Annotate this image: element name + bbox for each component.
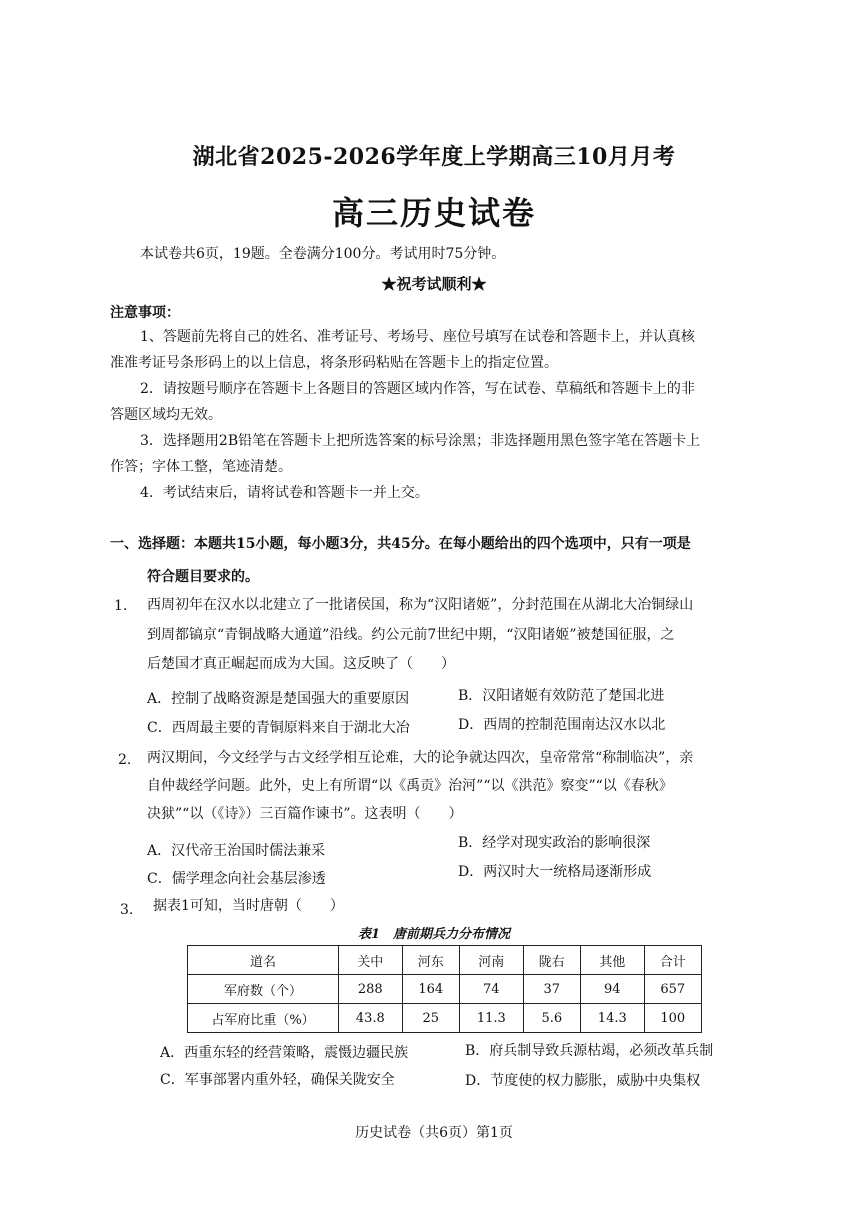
table-cell: 164	[402, 975, 459, 1004]
option-b: B．府兵制导致兵源枯竭，必须改革兵制	[465, 1043, 714, 1059]
table-cell: 288	[339, 975, 403, 1004]
table-header-cell: 道名	[188, 946, 339, 975]
question-stem: 后楚国才真正崛起而成为大国。这反映了（ ）	[147, 656, 455, 672]
table-header-cell: 其他	[580, 946, 644, 975]
table-cell: 占军府比重（%）	[188, 1004, 339, 1033]
table-header-cell: 河东	[402, 946, 459, 975]
section-heading-cont: 符合题目要求的。	[147, 569, 259, 585]
notice-item: 答题区域均无效。	[110, 407, 222, 423]
table-cell: 5.6	[523, 1004, 580, 1033]
question-stem: 到周都镐京“青铜战略大通道”沿线。约公元前7世纪中期，“汉阳诸姬”被楚国征服，之	[147, 627, 675, 643]
table-cell: 100	[644, 1004, 701, 1033]
question-number: 2.	[118, 752, 132, 768]
question-stem: 西周初年在汉水以北建立了一批诸侯国，称为“汉阳诸姬”，分封范围在从湖北大冶铜绿山	[147, 597, 694, 613]
exam-intro: 本试卷共6页，19题。全卷满分100分。考试用时75分钟。	[140, 246, 506, 262]
option-d: D．西周的控制范围南达汉水以北	[458, 717, 666, 733]
option-c: C．军事部署内重外轻，确保关陇安全	[160, 1072, 395, 1088]
table-cell: 43.8	[339, 1004, 403, 1033]
question-number: 3.	[120, 902, 134, 918]
table-header-cell: 河南	[459, 946, 523, 975]
table-cell: 74	[459, 975, 523, 1004]
notice-item: 2．请按题号顺序在答题卡上各题目的答题区域内作答，写在试卷、草稿纸和答题卡上的非	[140, 381, 695, 397]
table-header-cell: 关中	[339, 946, 403, 975]
notice-item: 1、答题前先将自己的姓名、准考证号、考场号、座位号填写在试卷和答题卡上，并认真核	[140, 329, 695, 345]
table-cell: 94	[580, 975, 644, 1004]
table-cell: 25	[402, 1004, 459, 1033]
page-footer: 历史试卷（共6页）第1页	[355, 1125, 513, 1141]
notice-item: 作答；字体工整，笔迹清楚。	[110, 459, 292, 475]
option-c: C．儒学理念向社会基层渗透	[147, 871, 326, 887]
table-cell: 37	[523, 975, 580, 1004]
paper-title: 高三历史试卷	[331, 194, 536, 232]
notice-title: 注意事项：	[110, 305, 180, 321]
option-d: D．节度使的权力膨胀，威胁中央集权	[465, 1073, 701, 1089]
table-header-cell: 陇右	[523, 946, 580, 975]
table-row	[188, 1004, 702, 1033]
notice-item: 3．选择题用2B铅笔在答题卡上把所选答案的标号涂黑；非选择题用黑色签字笔在答题卡上	[140, 433, 701, 449]
table-row	[188, 975, 702, 1004]
option-d: D．两汉时大一统格局逐渐形成	[458, 864, 652, 880]
question-stem: 决狱”“以（《诗》）三百篇作谏书”。这表明（ ）	[147, 806, 463, 822]
question-stem: 两汉期间，今文经学与古文经学相互论难，大的论争就达四次，皇帝常常“称制临决”，亲	[147, 750, 694, 766]
table-cell: 657	[644, 975, 701, 1004]
option-c: C．西周最主要的青铜原料来自于湖北大冶	[147, 720, 410, 736]
option-a: A．汉代帝王治国时儒法兼采	[147, 843, 326, 859]
troop-distribution-table	[187, 945, 702, 1033]
option-b: B．经学对现实政治的影响很深	[458, 835, 651, 851]
table-caption: 表1 唐前期兵力分布情况	[357, 927, 511, 942]
option-b: B．汉阳诸姬有效防范了楚国北进	[458, 688, 665, 704]
table-cell: 14.3	[580, 1004, 644, 1033]
table-header-cell: 合计	[644, 946, 701, 975]
option-a: A．西重东轻的经营策略，震慑边疆民族	[160, 1045, 409, 1061]
table-cell: 军府数（个）	[188, 975, 339, 1004]
good-luck-banner: ★祝考试顺利★	[381, 275, 487, 293]
question-stem: 自仲裁经学问题。此外，史上有所谓“以《禹贡》治河”“以《洪范》察变”“以《春秋》	[147, 778, 673, 794]
section-heading: 一、选择题：本题共15小题，每小题3分，共45分。在每小题给出的四个选项中，只有一项是	[110, 536, 691, 552]
exam-title: 湖北省2025-2026学年度上学期高三10月月考	[192, 144, 676, 170]
table-header-row	[188, 946, 702, 975]
question-number: 1.	[114, 598, 128, 614]
notice-item: 准准考证号条形码上的以上信息，将条形码粘贴在答题卡上的指定位置。	[110, 355, 558, 371]
option-a: A．控制了战略资源是楚国强大的重要原因	[147, 691, 410, 707]
table-cell: 11.3	[459, 1004, 523, 1033]
question-stem: 据表1可知，当时唐朝（ ）	[153, 898, 344, 914]
notice-item: 4．考试结束后，请将试卷和答题卡一并上交。	[140, 485, 429, 501]
